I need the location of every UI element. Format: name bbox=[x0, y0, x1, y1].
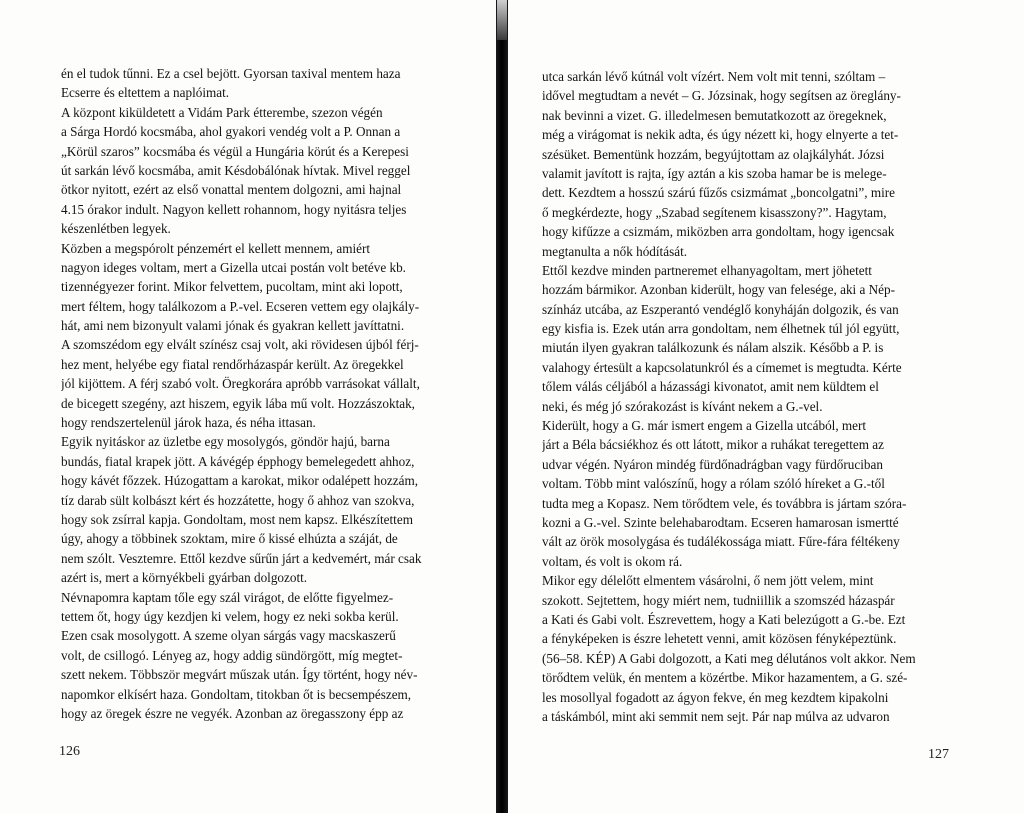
text-line: voltam, és volt is okom rá. bbox=[542, 553, 683, 569]
text-line: készenlétben legyek. bbox=[61, 221, 171, 237]
right-page bbox=[508, 0, 1024, 813]
text-line: a táskámból, mint aki semmit nem sejt. Pár nap múlva az udvaron bbox=[542, 708, 890, 724]
text-line: hogy az öregek észre ne vegyék. Azonban az öregasszony épp az bbox=[61, 705, 404, 721]
text-line: még a virágomat is nekik adta, és úgy nézett ki, hogy elnyerte a tet- bbox=[542, 127, 899, 143]
text-line: ötkor nyitott, ezért az első vonattal mentem dolgozni, ami hajnal bbox=[61, 182, 402, 198]
left-page-number: 126 bbox=[59, 744, 80, 759]
text-line: nak bevinni a vizet. G. illedelmesen bemutatkozott az öregeknek, bbox=[542, 107, 887, 123]
text-line: utca sarkán lévő kútnál volt vízért. Nem volt mit tenni, szóltam – bbox=[542, 69, 886, 84]
text-line: Névnapomra kaptam tőle egy szál virágot, de előtte figyelmez- bbox=[61, 589, 394, 605]
text-line: mert féltem, hogy találkozom a P.-vel. Ecseren vettem egy olajkály- bbox=[61, 298, 420, 314]
right-page-number: 127 bbox=[928, 747, 949, 762]
text-line: valamit javított is rajta, így aztán a kis szoba hamar be is melege- bbox=[542, 165, 887, 181]
left-page-text bbox=[61, 64, 469, 723]
text-line: idővel megtudtam a nevét – G. Józsinak, hogy segítsen az öreglány- bbox=[542, 88, 901, 104]
text-line: Ezen csak mosolygott. A szeme olyan sárgás vagy macskaszerű bbox=[61, 628, 396, 644]
text-line: les mosollyal fogadott az ágyon fekve, én meg kezdtem kipakolni bbox=[542, 689, 889, 705]
text-line: dett. Kezdtem a hosszú szárú fűzős csizmámat „boncolgatni”, mire bbox=[542, 185, 896, 201]
text-line: megtanulta a nők hódítását. bbox=[542, 243, 688, 259]
text-line: út sarkán lévő kocsmába, amit Késdobálónak hívtak. Mivel reggel bbox=[61, 162, 411, 178]
text-line: kozni a G.-vel. Szinte belehabarodtam. Ecseren hamarosan ismertté bbox=[542, 514, 899, 530]
right-page-text bbox=[542, 67, 982, 726]
text-line: (56–58. KÉP) A Gabi dolgozott, a Kati meg délutános volt akkor. Nem bbox=[542, 650, 916, 666]
left-page bbox=[0, 0, 497, 813]
text-line: valahogy értesült a kapcsolatunkról és a címemet is megtudta. Kérte bbox=[542, 359, 902, 375]
text-line: a fényképeken is észre lehetett venni, amit közösen fényképeztünk. bbox=[542, 631, 897, 647]
text-line: A szomszédom egy elvált színész csaj volt, aki rövidesen újból férj- bbox=[61, 337, 419, 353]
text-line: vált az örök mosolygása és tudálékossága miatt. Fűre-fára féltékeny bbox=[542, 534, 900, 550]
text-line: azért is, mert a környékbeli gyárban dolgozott. bbox=[61, 570, 308, 586]
text-line: szésüket. Bementünk hozzám, begyújtottam az olajkályhát. Józsi bbox=[542, 146, 885, 162]
text-line: hozzám bármikor. Azonban kiderült, hogy van felesége, aki a Nép- bbox=[542, 282, 896, 298]
text-line: tizennégyezer forint. Mikor felvettem, pucoltam, mint aki lopott, bbox=[61, 279, 403, 295]
text-line: neki, és még jó szórakozást is kívánt nekem a G.-vel. bbox=[542, 398, 823, 414]
text-line: napomkor elkísért haza. Gondoltam, titokban őt is becsempészem, bbox=[61, 686, 412, 702]
text-line: tőlem válás céljából a házassági kivonatot, amit nem küldtem el bbox=[542, 379, 879, 395]
text-line: „Körül szaros” kocsmába és végül a Hungária körút és a Kerepesi bbox=[61, 143, 409, 159]
text-line: tíz darab sült kolbászt kért és hozzátette, hogy ő ahhoz van szokva, bbox=[61, 492, 415, 508]
text-line: törődtem velük, én mentem a közértbe. Mikor hazamentem, a G. szé- bbox=[542, 670, 908, 686]
text-line: hez ment, helyébe egy fiatal rendőrházaspár került. Az öregekkel bbox=[61, 356, 404, 372]
text-line: úgy, ahogy a többinek szoktam, mire ő kissé elhúzta a száját, de bbox=[61, 531, 398, 547]
text-line: hogy kifűzze a csizmám, miközben arra gondoltam, hogy igencsak bbox=[542, 224, 895, 240]
text-line: Közben a megspórolt pénzemért el kellett mennem, amiért bbox=[61, 240, 371, 256]
text-line: volt, de csillogó. Lényeg az, hogy addig sündörgött, míg megtet- bbox=[61, 647, 403, 663]
text-line: a Kati és Gabi volt. Észrevettem, hogy a Kati belezúgott a G.-be. Ezt bbox=[542, 611, 906, 627]
text-line: 4.15 órakor indult. Nagyon kellett rohannom, hogy nyitásra teljes bbox=[61, 201, 407, 217]
text-line: bundás, fiatal krapek jött. A kávégép épphogy bemelegedett ahhoz, bbox=[61, 453, 415, 469]
text-line: tettem őt, hogy úgy kezdjen ki velem, hogy ez neki sokba kerül. bbox=[61, 608, 399, 624]
text-line: miután ilyen gyakran találkozunk és nálam alszik. Később a P. is bbox=[542, 340, 884, 356]
text-line: a Sárga Hordó kocsmába, ahol gyakori vendég volt a P. Onnan a bbox=[61, 124, 401, 140]
text-line: voltam. Több mint valószínű, hogy a rólam szóló híreket a G.-től bbox=[542, 476, 885, 492]
text-line: színház utcába, az Eszperantó vendéglő konyháján dolgozik, és van bbox=[542, 301, 899, 317]
text-line: szokott. Sejtettem, hogy miért nem, tudniillik a szomszéd házaspár bbox=[542, 592, 895, 608]
text-line: Kiderült, hogy a G. már ismert engem a Gizella utcából, mert bbox=[542, 418, 867, 434]
text-line: Ettől kezdve minden partneremet elhanyagoltam, mert jöhetett bbox=[542, 262, 872, 278]
text-line: járt a Béla bácsiékhoz és ott látott, mikor a ruhákat teregettem az bbox=[542, 437, 884, 453]
text-line: egy kisfia is. Ezek után arra gondoltam, nem élhetnek túl jól együtt, bbox=[542, 321, 900, 337]
text-line: jól kijöttem. A férj szabó volt. Öregkorára apróbb varrásokat vállalt, bbox=[61, 376, 420, 392]
text-line: hogy rendszertelenül járok haza, és néha ittasan. bbox=[61, 415, 316, 431]
text-line: szett nekem. Többször megvárt műszak után. Így történt, hogy név- bbox=[61, 667, 418, 683]
book-gutter bbox=[496, 0, 508, 813]
text-line: Mikor egy délelőtt elmentem vásárolni, ő nem jött velem, mint bbox=[542, 573, 874, 589]
text-line: hát, ami nem bizonyult valami jónak és gyakran kellett javíttatni. bbox=[61, 318, 405, 334]
text-line: Ecserre és eltettem a naplóimat. bbox=[61, 85, 230, 101]
text-line: nagyon ideges voltam, mert a Gizella utcai postán volt betéve kb. bbox=[61, 259, 406, 275]
text-line: udvar végén. Nyáron mindég fürdőnadrágban vagy fürdőruciban bbox=[542, 456, 883, 472]
text-line: hogy kávét főzzek. Húzogattam a karokat, mikor odalépett hozzám, bbox=[61, 473, 419, 489]
text-line: hogy sok zsírral kapja. Gondoltam, most nem kapsz. Elkészítettem bbox=[61, 511, 413, 527]
gutter-highlight bbox=[497, 0, 507, 40]
text-line: A központ kiküldetett a Vidám Park étterembe, szezon végén bbox=[61, 104, 383, 120]
text-line: de bicegett szegény, azt hiszem, egyik lába mű volt. Hozzászoktak, bbox=[61, 395, 415, 411]
text-line: tudta meg a Kopasz. Nem törődtem vele, és továbbra is jártam szóra- bbox=[542, 495, 907, 511]
text-line: nem szólt. Vesztemre. Ettől kezdve sűrűn járt a kedvemért, már csak bbox=[61, 550, 422, 566]
text-line: Egyik nyitáskor az üzletbe egy mosolygós, göndör hajú, barna bbox=[61, 434, 390, 450]
text-line: ő megkérdezte, hogy „Szabad segítenem kisasszony?”. Hagytam, bbox=[542, 204, 887, 220]
text-line: én el tudok tűnni. Ez a csel bejött. Gyorsan taxival mentem haza bbox=[61, 66, 401, 81]
